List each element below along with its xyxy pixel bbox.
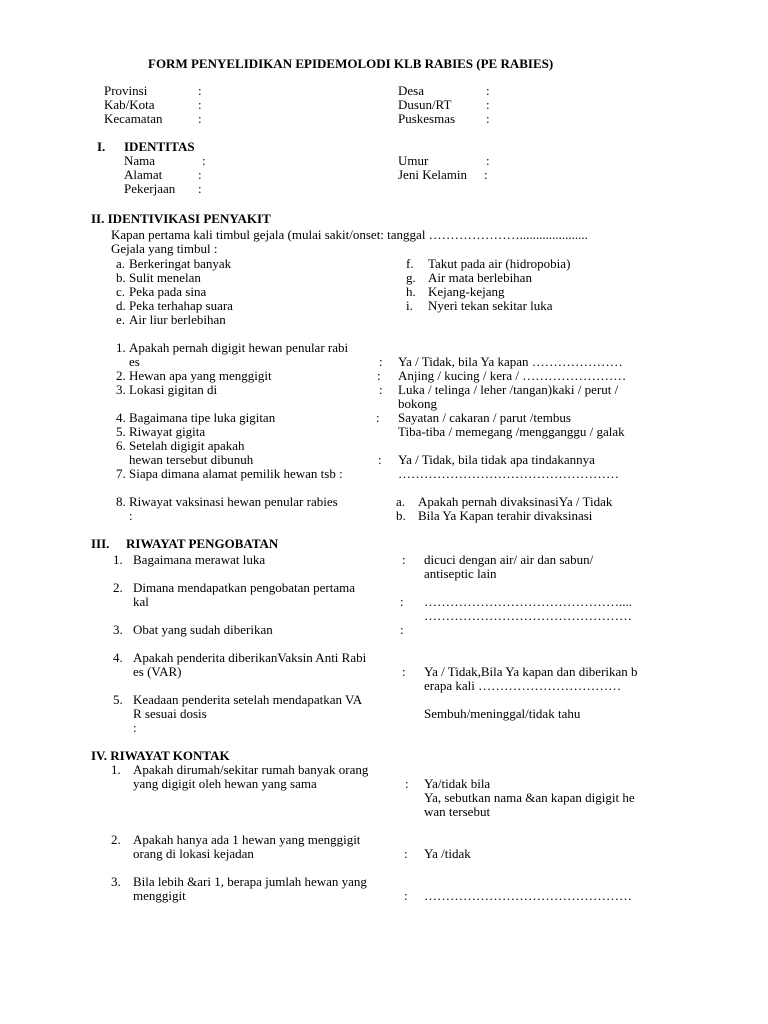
gejala-d-marker: d. [116,298,126,313]
iii-q2-answer: ……………………………………….... [424,594,632,609]
iv-q1-answer: Ya/tidak bila [424,776,491,791]
iii-q5-number: 5. [113,692,123,707]
iv-q3-number: 3. [111,874,121,889]
iv-q3-answer: ………………………………………… [424,888,632,903]
iv-q1-text: Apakah dirumah/sekitar rumah banyak orang [133,762,369,777]
iii-q2-answer-cont: ………………………………………… [424,608,632,623]
ii-q8a-marker: a. [396,494,406,509]
provinsi-label: Provinsi [104,83,148,98]
ii-q4-number: 4. [116,410,126,425]
iii-q3-colon: : [400,622,404,637]
desa-colon: : [486,83,490,98]
kecamatan-colon: : [198,111,202,126]
ii-q6-text-cont: hewan tersebut dibunuh [129,452,254,467]
gejala-g-marker: g. [406,270,416,285]
section-i-title: IDENTITAS [124,139,195,154]
iii-q4-text-cont: es (VAR) [133,664,182,679]
dusun-label: Dusun/RT [398,97,452,112]
gejala-g: Air mata berlebihan [428,270,532,285]
iv-q3-text: Bila lebih &ari 1, berapa jumlah hewan yang [133,874,367,889]
ii-q2-colon: : [377,368,381,383]
gejala-b-marker: b. [116,270,126,285]
iv-q1-answer-cont2: wan tersebut [424,804,491,819]
ii-q5-text: Riwayat gigita [129,424,206,439]
ii-q5-answer: Tiba-tiba / memegang /mengganggu / galak [398,424,625,439]
iii-q2-text-cont: kal [133,594,149,609]
onset-text: Kapan pertama kali timbul gejala (mulai sakit/onset: tanggal …………………..................... [111,227,588,242]
iv-q1-text-cont: yang digigit oleh hewan yang sama [133,776,317,791]
pekerjaan-colon: : [198,181,202,196]
iv-q3-text-cont: menggigit [133,888,186,903]
iii-q4-number: 4. [113,650,123,665]
ii-q4-answer: Sayatan / cakaran / parut /tembus [398,410,571,425]
provinsi-colon: : [198,83,202,98]
iii-q2-text: Dimana mendapatkan pengobatan pertama [133,580,355,595]
iii-q3-text: Obat yang sudah diberikan [133,622,273,637]
ii-q3-text: Lokasi gigitan di [129,382,218,397]
section-iv-title: IV. RIWAYAT KONTAK [91,748,230,763]
ii-q6-answer: Ya / Tidak, bila tidak apa tindakannya [398,452,595,467]
section-i-number: I. [97,139,106,154]
ii-q2-number: 2. [116,368,126,383]
desa-label: Desa [398,83,424,98]
iii-q4-colon: : [402,664,406,679]
alamat-colon: : [198,167,202,182]
puskesmas-colon: : [486,111,490,126]
iv-q2-answer: Ya /tidak [424,846,471,861]
ii-q6-number: 6. [116,438,126,453]
umur-colon: : [486,153,490,168]
ii-q8-text: Riwayat vaksinasi hewan penular rabies [129,494,338,509]
iii-q5-answer: Sembuh/meninggal/tidak tahu [424,706,581,721]
gejala-a: Berkeringat banyak [129,256,232,271]
iv-q2-colon: : [404,846,408,861]
ii-q2-text: Hewan apa yang menggigit [129,368,272,383]
ii-q8b-marker: b. [396,508,406,523]
gejala-i: Nyeri tekan sekitar luka [428,298,553,313]
ii-q3-colon: : [379,382,383,397]
nama-colon: : [202,153,206,168]
iv-q3-colon: : [404,888,408,903]
gejala-i-marker: i. [406,298,413,313]
iii-q1-colon: : [402,552,406,567]
ii-q1-text: Apakah pernah digigit hewan penular rabi [129,340,349,355]
gejala-label: Gejala yang timbul : [111,241,218,256]
iv-q1-answer-cont: Ya, sebutkan nama &an kapan digigit he [424,790,635,805]
iii-q4-answer-cont: erapa kali …………………………… [424,678,622,693]
ii-q8-number: 8. [116,494,126,509]
iii-q2-colon: : [400,594,404,609]
ii-q3-number: 3. [116,382,126,397]
ii-q6-text: Setelah digigit apakah [129,438,245,453]
kabkota-colon: : [198,97,202,112]
ii-q8a-answer: Apakah pernah divaksinasiYa / Tidak [418,494,613,509]
umur-label: Umur [398,153,429,168]
nama-label: Nama [124,153,156,168]
ii-q8-colon: : [129,508,133,523]
ii-q7-number: 7. [116,466,126,481]
ii-q2-answer: Anjing / kucing / kera / …………………… [398,368,627,383]
gejala-e-marker: e. [116,312,126,327]
section-iii-number: III. [91,536,110,551]
section-iii-title: RIWAYAT PENGOBATAN [126,536,279,551]
pekerjaan-label: Pekerjaan [124,181,176,196]
jenis-kelamin-label: Jeni Kelamin [398,167,467,182]
iii-q3-number: 3. [113,622,123,637]
iii-q5-text-cont: R sesuai dosis [133,706,207,721]
kabkota-label: Kab/Kota [104,97,155,112]
iii-q1-answer: dicuci dengan air/ air dan sabun/ [424,552,594,567]
ii-q5-number: 5. [116,424,126,439]
iii-q1-answer-cont: antiseptic lain [424,566,497,581]
ii-q1-answer: Ya / Tidak, bila Ya kapan ………………… [398,354,623,369]
ii-q4-text: Bagaimana tipe luka gigitan [129,410,276,425]
ii-q4-colon: : [376,410,380,425]
iii-q5-text: Keadaan penderita setelah mendapatkan VA [133,692,363,707]
gejala-c-marker: c. [116,284,126,299]
ii-q1-text-cont: es [129,354,140,369]
page-title: FORM PENYELIDIKAN EPIDEMOLODI KLB RABIES (PE RABIES) [148,56,554,71]
ii-q6-colon: : [378,452,382,467]
iv-q2-number: 2. [111,832,121,847]
gejala-a-marker: a. [116,256,126,271]
iii-q4-answer: Ya / Tidak,Bila Ya kapan dan diberikan b [424,664,638,679]
jenis-kelamin-colon: : [484,167,488,182]
section-ii-title: II. IDENTIVIKASI PENYAKIT [91,211,271,226]
iii-q2-number: 2. [113,580,123,595]
gejala-f: Takut pada air (hidropobia) [428,256,571,271]
iv-q1-colon: : [405,776,409,791]
ii-q7-text: Siapa dimana alamat pemilik hewan tsb : [129,466,343,481]
ii-q3-answer: Luka / telinga / leher /tangan)kaki / perut / [398,382,619,397]
iv-q1-number: 1. [111,762,121,777]
iii-q4-text: Apakah penderita diberikanVaksin Anti Rabi [133,650,367,665]
iv-q2-text-cont: orang di lokasi kejadan [133,846,254,861]
dusun-colon: : [486,97,490,112]
gejala-f-marker: f. [406,256,414,271]
gejala-c: Peka pada sina [129,284,207,299]
gejala-b: Sulit menelan [129,270,201,285]
ii-q3-answer-cont: bokong [398,396,437,411]
iii-q1-text: Bagaimana merawat luka [133,552,266,567]
iii-q1-number: 1. [113,552,123,567]
gejala-d: Peka terhahap suara [129,298,233,313]
iii-q5-colon: : [133,720,137,735]
gejala-e: Air liur berlebihan [129,312,226,327]
ii-q8b-answer: Bila Ya Kapan terahir divaksinasi [418,508,593,523]
gejala-h-marker: h. [406,284,416,299]
ii-q1-colon: : [379,354,383,369]
puskesmas-label: Puskesmas [398,111,456,126]
ii-q1-number: 1. [116,340,126,355]
gejala-h: Kejang-kejang [428,284,505,299]
iv-q2-text: Apakah hanya ada 1 hewan yang menggigit [133,832,361,847]
kecamatan-label: Kecamatan [104,111,163,126]
alamat-label: Alamat [124,167,163,182]
ii-q7-answer: …………………………………………… [398,466,619,481]
